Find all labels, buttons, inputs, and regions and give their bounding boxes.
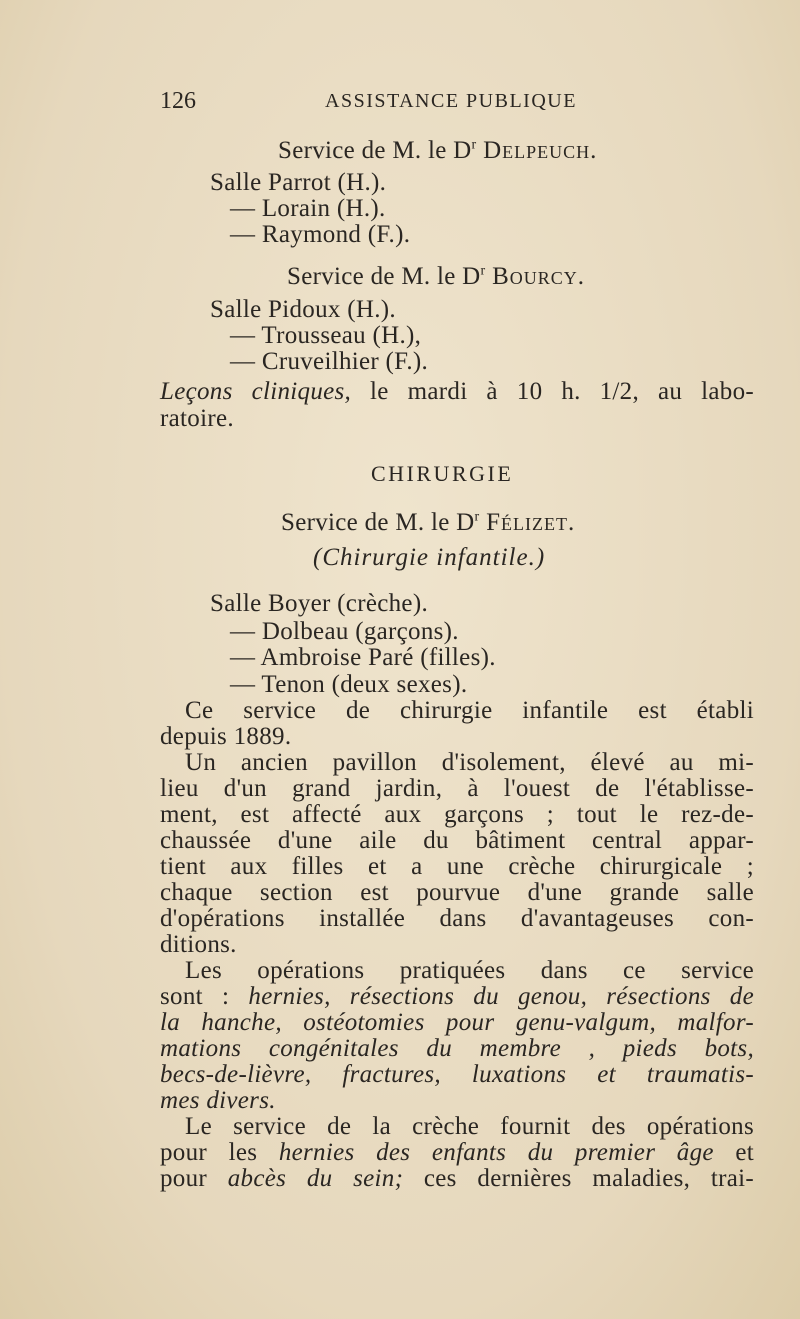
superscript: r (471, 137, 477, 153)
doctor-name: Bourcy. (492, 263, 586, 290)
paragraph-line: Le service de la crèche fournit des opérations (185, 1113, 754, 1140)
superscript: r (474, 509, 480, 525)
ward-line: Salle Pidoux (H.). (210, 296, 396, 323)
paragraph-line: lieu d'un grand jardin, à l'ouest de l'établisse- (160, 775, 754, 802)
paragraph-line: tient aux filles et a une crèche chirurgicale ; (160, 853, 754, 880)
paragraph-line: mations congénitales du membre , pieds bots, (160, 1035, 754, 1062)
service-heading-bourcy (287, 262, 585, 292)
body-text: ces dernières maladies, trai- (403, 1165, 755, 1192)
ward-line: — Ambroise Paré (filles). (230, 644, 496, 671)
paragraph-line: chaussée d'une aile du bâtiment central appar- (160, 827, 754, 854)
ward-line: Salle Boyer (crèche). (210, 590, 428, 617)
body-text: et (713, 1139, 754, 1166)
section-title-chirurgie: CHIRURGIE (371, 461, 514, 486)
paragraph-line: becs-de-lièvre, fractures, luxations et traumatis- (160, 1061, 754, 1088)
body-text: pour (160, 1165, 228, 1192)
ward-line: — Tenon (deux sexes). (230, 671, 468, 698)
service-heading-text: Service de M. le D (287, 263, 481, 290)
ward-line: — Trousseau (H.), (230, 322, 422, 349)
subtitle-chirurgie-infantile: (Chirurgie infantile.) (313, 544, 546, 571)
ward-line: — Dolbeau (garçons). (230, 618, 459, 645)
paragraph-line: ment, est affecté aux garçons ; tout le rez-de- (160, 801, 754, 828)
paragraph-line: Les opérations pratiquées dans ce service (185, 957, 754, 984)
paragraph-line: chaque section est pourvue d'une grande salle (160, 879, 754, 906)
italic-text: abcès du sein; (227, 1165, 404, 1192)
service-heading-felizet (281, 508, 575, 538)
body-text: le mardi à 10 h. 1/2, au labo- (351, 378, 754, 405)
italic-text: hernies des enfants du premier âge (278, 1139, 714, 1166)
ward-line: — Cruveilhier (F.). (230, 348, 429, 375)
doctor-name: Delpeuch. (483, 137, 598, 164)
body-line: ratoire. (160, 405, 234, 432)
paragraph-line: ditions. (160, 931, 237, 958)
ward-line: — Raymond (F.). (230, 221, 411, 248)
italic-text: hernies, résections du genou, résections de (248, 983, 754, 1010)
service-heading-text: Service de M. le D (278, 137, 472, 164)
lessons-line (160, 377, 754, 407)
doctor-name: Félizet. (486, 509, 576, 536)
paragraph-line: d'opérations installée dans d'avantageuses con- (160, 905, 754, 932)
body-text: sont : (160, 983, 249, 1010)
service-heading-text: Service de M. le D (281, 509, 475, 536)
page-number: 126 (160, 88, 196, 114)
paragraph-line: Un ancien pavillon d'isolement, élevé au mi- (185, 749, 754, 776)
paragraph-line: mes divers. (160, 1087, 276, 1114)
service-heading-delpeuch (278, 136, 597, 166)
ward-line: — Lorain (H.). (230, 195, 386, 222)
ward-line: Salle Parrot (H.). (210, 169, 387, 196)
paragraph-line: depuis 1889. (160, 723, 292, 750)
paragraph-line (160, 1164, 754, 1194)
superscript: r (480, 263, 486, 279)
italic-text: Leçons cliniques, (160, 378, 352, 405)
running-title: ASSISTANCE PUBLIQUE (325, 90, 577, 112)
body-text: pour les (160, 1139, 279, 1166)
paragraph-line: la hanche, ostéotomies pour genu-valgum, malfor- (160, 1009, 754, 1036)
paragraph-line: Ce service de chirurgie infantile est établi (185, 697, 754, 724)
